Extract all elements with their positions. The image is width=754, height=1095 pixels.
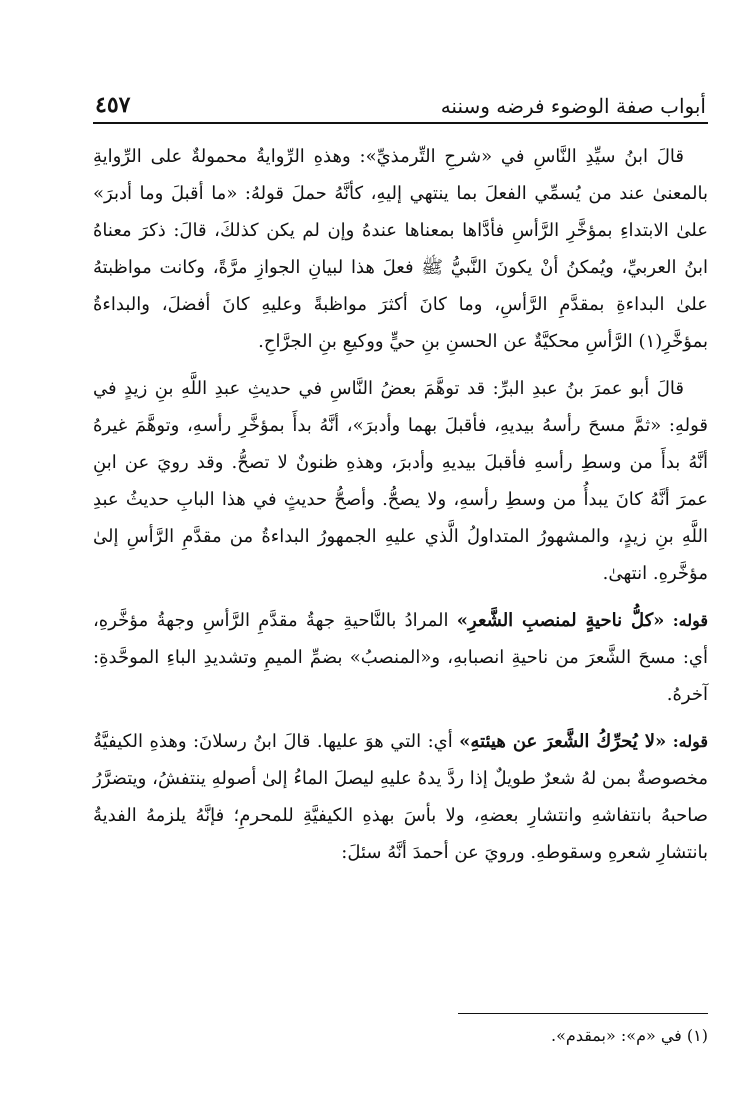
paragraph-text: قالَ أبو عمرَ بنُ عبدِ البرِّ: قد توهَّمَ بعضُ النَّاسِ في حديثِ عبدِ اللَّهِ بنِ زيدٍ في قولهِ: «ثمَّ مسحَ رأسهُ بيديهِ، فأقبلَ بهما وأدبرَ»، أنَّهُ بدأَ بمؤخَّرِ رأسهِ، وتوهَّمَ غيرهُ أنَّهُ بدأَ من وسطِ رأسهِ فأقبلَ بيديهِ وأدبرَ، وهذهِ ظنونٌ لا تصحُّ. وقد رويَ عن ابنِ عمرَ أنَّهُ كانَ يبدأُ من وسطِ رأسهِ، ولا يصحُّ. وأصحُّ حديثٍ في هذا البابِ حديثُ عبدِ اللَّهِ بنِ زيدٍ، والمشهورُ المتداولُ الَّذي عليهِ الجمهورُ البداءةُ من مقدَّمِ الرَّأسِ إلىٰ مؤخَّرهِ. انتهىٰ. — [93, 378, 708, 584]
footnote-divider — [458, 1013, 708, 1014]
lemma-quote: «لا يُحرِّكُ الشَّعرَ عن هيئتهِ» — [459, 731, 667, 752]
page-number: ٤٥٧ — [95, 92, 131, 118]
paragraph-text: المرادُ بالنَّاحيةِ جهةُ مقدَّمِ الرَّأسِ وجهةُ مؤخَّرهِ، أي: مسحَ الشَّعرَ من ناحيةِ انصبابهِ، و«المنصبُ» بضمِّ الميمِ وتشديدِ الباءِ الموحَّدةِ: آخرهُ. — [93, 610, 708, 705]
page — [93, 78, 708, 881]
keyword-label: قوله: — [672, 732, 708, 751]
paragraph-text: أي: التي هوَ عليها. قالَ ابنُ رسلانَ: وهذهِ الكيفيَّةُ مخصوصةٌ بمن لهُ شعرٌ طويلٌ إذا ردَّ يدهُ عليهِ ليصلَ الماءُ إلىٰ أصولهِ ينتفشُ، ويتضرَّرُ صاحبهُ بانتفاشهِ وانتشارِ بعضهِ، ولا بأسَ بهذهِ الكيفيَّةِ للمحرمِ؛ فإنَّهُ يلزمهُ الفديةُ بانتشارِ شعرهِ وسقوطهِ. ورويَ عن أحمدَ أنَّهُ سئلَ: — [93, 731, 708, 863]
paragraph-2 — [93, 370, 708, 592]
main-text — [93, 138, 708, 871]
commentary-paragraph-2 — [93, 723, 708, 871]
header-title: أبواب صفة الوضوء فرضه وسننه — [440, 94, 706, 118]
paragraph-text: قالَ ابنُ سيِّدِ النَّاسِ في «شرحِ التِّرمذيِّ»: وهذهِ الرِّوايةُ محمولةٌ على الرِّوايةِ بالمعنىٰ عند من يُسمِّي الفعلَ بما ينتهي إليهِ، كأنَّهُ حملَ قولهُ: «ما أقبلَ وما أدبرَ» علىٰ الابتداءِ بمؤخَّرِ الرَّأسِ فأدَّاها بمعناها عندهُ وإن لم يكن كذلكَ، قالَ: ذكرَ معناهُ ابنُ العربيِّ، ويُمكنُ أنْ يكونَ النَّبيُّ ﷺ فعلَ هذا لبيانِ الجوازِ مرَّةً، وكانت مواظبتهُ علىٰ البداءةِ بمقدَّمِ الرَّأسِ، وما كانَ أكثرَ مواظبةً وعليهِ كانَ أفضلَ، والبداءةُ بمؤخَّرِ(١) الرَّأسِ محكيَّةٌ عن الحسنِ بنِ حيٍّ ووكيعِ بنِ الجرَّاحِ. — [93, 146, 708, 352]
running-header — [93, 78, 708, 124]
footnote: (١) في «م»: «بمقدم». — [551, 1026, 708, 1045]
lemma-quote: «كلُّ ناحيةٍ لمنصبِ الشَّعرِ» — [456, 610, 665, 631]
paragraph-1 — [93, 138, 708, 360]
keyword-label: قوله: — [672, 611, 708, 630]
commentary-paragraph-1 — [93, 602, 708, 713]
